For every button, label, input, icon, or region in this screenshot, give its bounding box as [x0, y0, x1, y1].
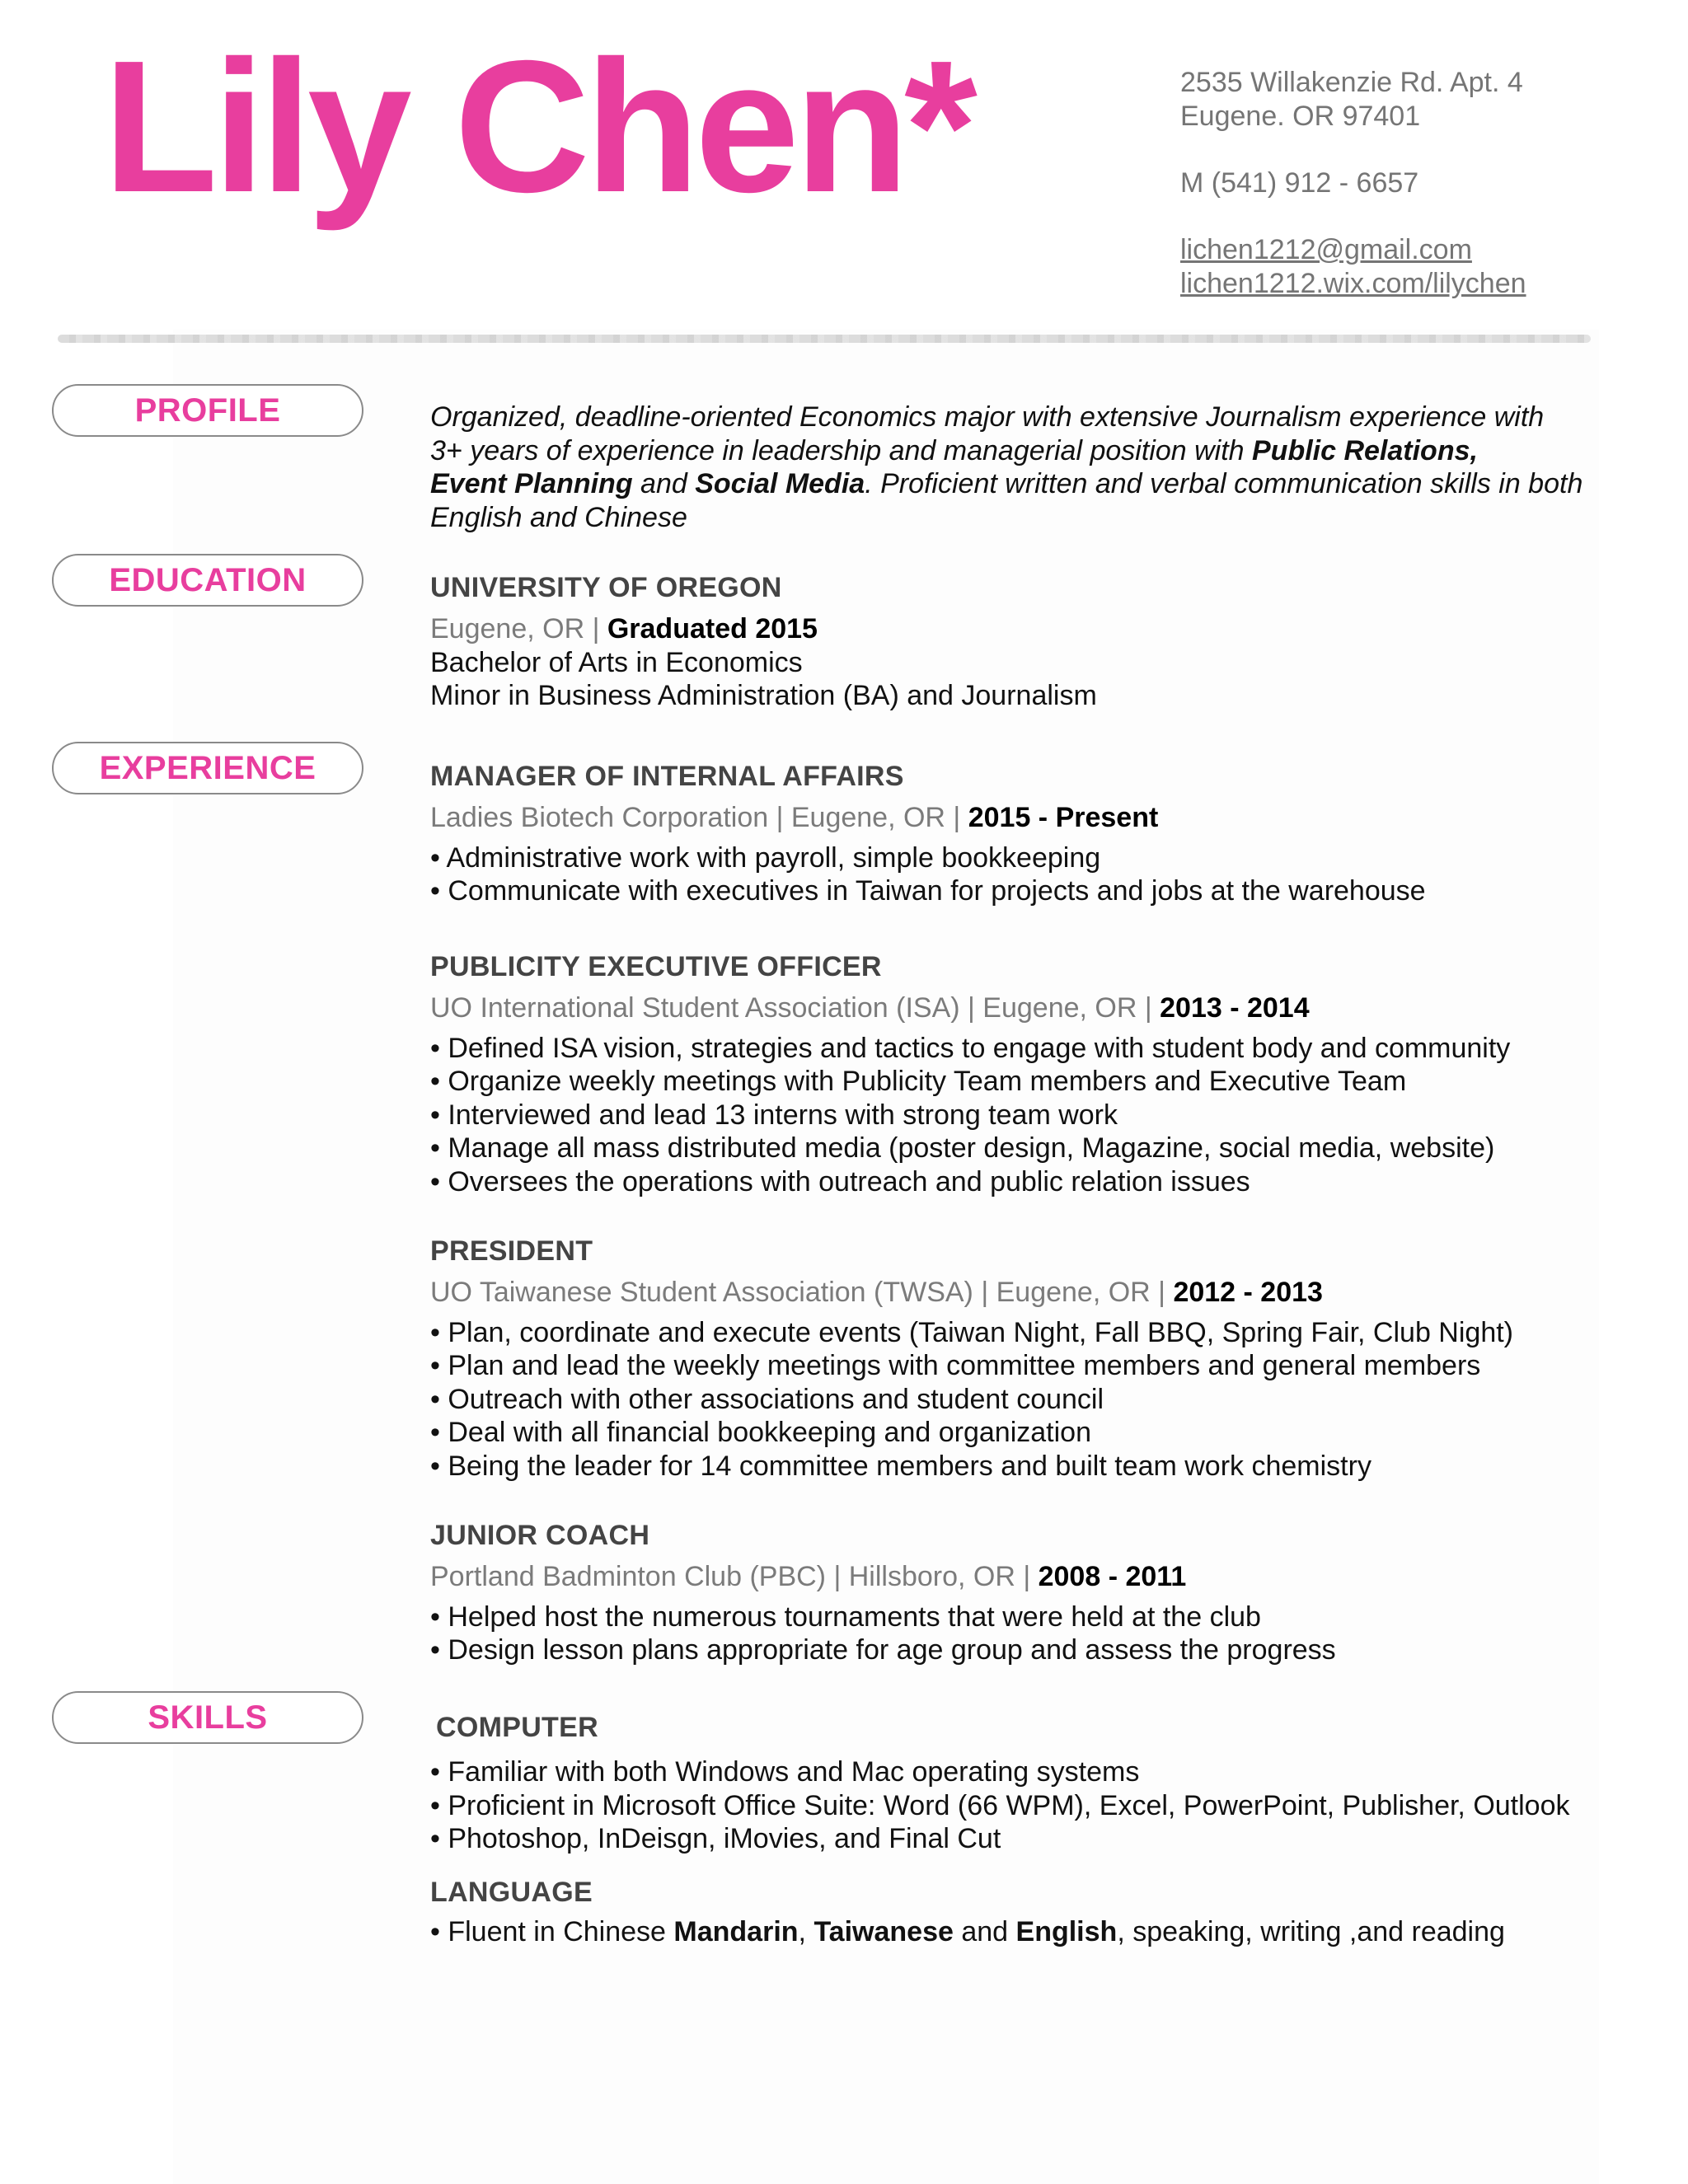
bullet-item: • Manage all mass distributed media (poster design, Magazine, social media, website) — [430, 1132, 1495, 1164]
profile-line-1: Organized, deadline-oriented Economics major with extensive Journalism experience with — [430, 401, 1545, 433]
job-bullets — [430, 1032, 1601, 1199]
job-title: PRESIDENT — [430, 1235, 593, 1267]
language-text: , speaking, writing ,and reading — [1117, 1915, 1505, 1947]
bullet-item: • Plan, coordinate and execute events (Taiwan Night, Fall BBQ, Spring Fair, Club Night) — [430, 1316, 1513, 1348]
profile-line-4: English and Chinese — [430, 501, 687, 533]
bullet-item: • Defined ISA vision, strategies and tactics to engage with student body and community — [430, 1032, 1511, 1064]
spacer — [1180, 200, 1642, 233]
address-line-2: Eugene. OR 97401 — [1180, 101, 1421, 132]
education-school: UNIVERSITY OF OREGON — [430, 572, 782, 603]
bullet-item: • Design lesson plans appropriate for age group and assess the progress — [430, 1634, 1336, 1666]
language-text: and — [953, 1915, 1016, 1947]
job-dates: 2015 - Present — [968, 802, 1159, 833]
education-graduated: Graduated 2015 — [607, 613, 818, 644]
job-org: Portland Badminton Club (PBC) | Hillsboro, OR | — [430, 1561, 1039, 1592]
bullet-item: • Photoshop, InDeisgn, iMovies, and Final Cut — [430, 1823, 1001, 1854]
skills-language-heading: LANGUAGE — [430, 1876, 593, 1908]
section-label-experience: EXPERIENCE — [99, 750, 316, 786]
skills-block — [430, 1711, 1601, 1948]
profile-line-3b: and — [632, 468, 696, 499]
section-label-education: EDUCATION — [109, 562, 307, 598]
job-meta — [430, 991, 1601, 1025]
education-location: Eugene, OR | — [430, 613, 607, 644]
website-link[interactable]: lichen1212.wix.com/lilychen — [1180, 268, 1526, 299]
section-tag-profile — [52, 384, 363, 437]
bullet-item: • Oversees the operations with outreach and public relation issues — [430, 1165, 1250, 1197]
email-link[interactable]: lichen1212@gmail.com — [1180, 234, 1472, 265]
education-meta — [430, 612, 1601, 646]
section-tag-experience — [52, 742, 363, 794]
education-block — [430, 571, 1601, 713]
job-org: Ladies Biotech Corporation | Eugene, OR | — [430, 802, 968, 833]
job-dates: 2012 - 2013 — [1173, 1277, 1323, 1308]
profile-line-3c: Social Media — [695, 468, 865, 499]
experience-entry — [430, 1519, 1601, 1667]
job-title: JUNIOR COACH — [430, 1520, 650, 1551]
phone-number: M (541) 912 - 6657 — [1180, 167, 1419, 199]
job-bullets — [430, 1601, 1601, 1667]
language-taiwanese: Taiwanese — [814, 1915, 954, 1947]
experience-entry — [430, 1235, 1601, 1483]
job-org: UO International Student Association (ISA) | Eugene, OR | — [430, 992, 1160, 1024]
header-divider — [58, 335, 1591, 343]
experience-entry — [430, 950, 1601, 1198]
language-text: • Fluent in Chinese — [430, 1915, 674, 1947]
bullet-item: • Organize weekly meetings with Publicity Team members and Executive Team — [430, 1066, 1407, 1097]
contact-block — [1180, 66, 1642, 301]
job-dates: 2008 - 2011 — [1038, 1561, 1187, 1592]
job-title: MANAGER OF INTERNAL AFFAIRS — [430, 761, 904, 792]
language-text: , — [798, 1915, 814, 1947]
profile-line-3d: . Proficient written and verbal communication skills in both — [865, 468, 1583, 499]
profile-line-3a: Event Planning — [430, 468, 633, 499]
spacer — [1180, 134, 1642, 166]
bullet-item: • Plan and lead the weekly meetings with committee members and general members — [430, 1350, 1481, 1381]
bullet-item: • Proficient in Microsoft Office Suite: Word (66 WPM), Excel, PowerPoint, Publisher, Outlook — [430, 1789, 1570, 1821]
job-meta — [430, 1560, 1601, 1594]
section-label-skills: SKILLS — [148, 1699, 268, 1736]
profile-text — [430, 401, 1601, 534]
language-english: English — [1015, 1915, 1118, 1947]
address-line-1: 2535 Willakenzie Rd. Apt. 4 — [1180, 67, 1523, 98]
skills-language-line — [430, 1915, 1601, 1949]
bullet-item: • Interviewed and lead 13 interns with strong team work — [430, 1099, 1118, 1131]
section-label-profile: PROFILE — [134, 392, 281, 429]
job-meta — [430, 801, 1601, 835]
job-bullets — [430, 841, 1601, 908]
job-bullets — [430, 1316, 1601, 1483]
resume-name: Lily Chen* — [103, 22, 973, 232]
bullet-item: • Administrative work with payroll, simple bookkeeping — [430, 841, 1101, 874]
skills-computer-heading: COMPUTER — [436, 1712, 598, 1743]
language-mandarin: Mandarin — [673, 1915, 799, 1947]
education-minor: Minor in Business Administration (BA) and Journalism — [430, 680, 1097, 711]
education-degree: Bachelor of Arts in Economics — [430, 646, 803, 678]
bullet-item: • Outreach with other associations and student council — [430, 1383, 1104, 1415]
job-meta — [430, 1276, 1601, 1310]
job-dates: 2013 - 2014 — [1160, 992, 1310, 1024]
job-title: PUBLICITY EXECUTIVE OFFICER — [430, 951, 882, 982]
profile-line-2b: Public Relations, — [1252, 434, 1478, 466]
bullet-item: • Helped host the numerous tournaments that were held at the club — [430, 1601, 1261, 1633]
job-org: UO Taiwanese Student Association (TWSA) | Eugene, OR | — [430, 1277, 1174, 1308]
skills-computer-bullets — [430, 1755, 1601, 1856]
experience-entry — [430, 760, 1601, 908]
bullet-item: • Being the leader for 14 committee members and built team work chemistry — [430, 1450, 1372, 1482]
profile-line-2a: 3+ years of experience in leadership and managerial position with — [430, 434, 1252, 466]
bullet-item: • Deal with all financial bookkeeping and organization — [430, 1417, 1091, 1448]
bullet-item: • Communicate with executives in Taiwan for projects and jobs at the warehouse — [430, 875, 1426, 907]
section-tag-skills — [52, 1691, 363, 1744]
section-tag-education — [52, 554, 363, 607]
bullet-item: • Familiar with both Windows and Mac operating systems — [430, 1756, 1140, 1788]
